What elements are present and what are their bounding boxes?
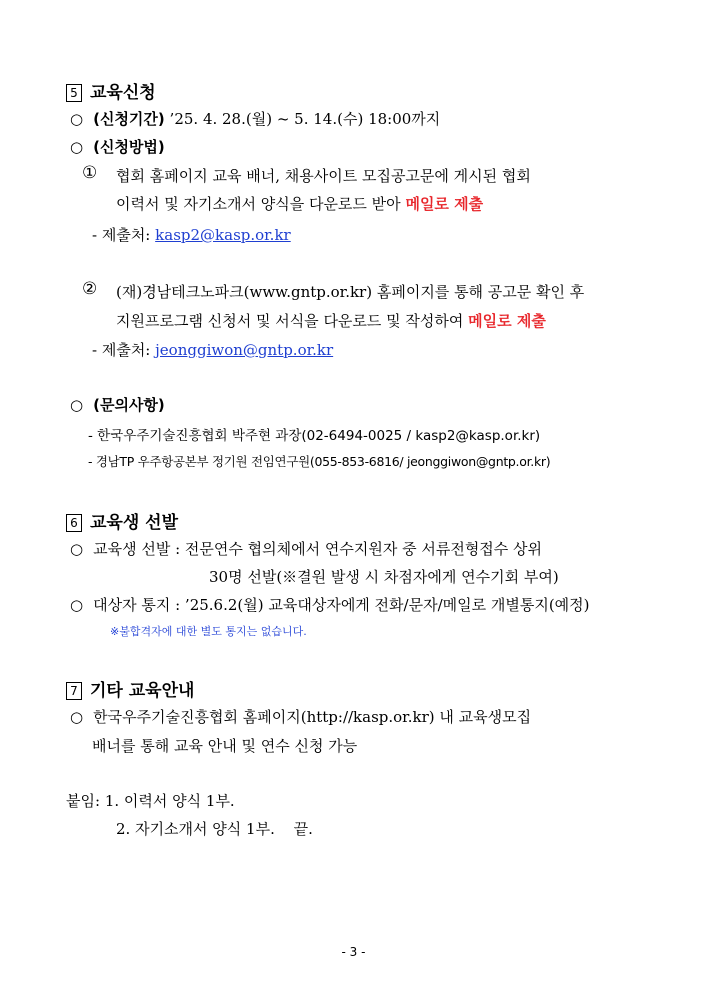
kasp-email-link[interactable]: kasp2@kasp.or.kr — [155, 226, 291, 244]
bullet-circle: ○ — [70, 138, 84, 156]
apply-period-label: (신청기간) — [93, 110, 165, 128]
section-7-heading — [66, 676, 194, 701]
selection-line-2: 30명 선발(※결원 발생 시 차점자에게 연수기회 부여) — [209, 568, 559, 586]
other-info-text: 한국우주기술진흥협회 홈페이지(http://kasp.or.kr) 내 교육생모집 — [93, 708, 532, 726]
option-2-number: ② — [82, 279, 98, 299]
bullet-circle: ○ — [70, 540, 84, 558]
section-6-heading — [66, 508, 178, 533]
attachment-label: 붙임: — [66, 792, 101, 810]
option-1-text: 협회 홈페이지 교육 배너, 채용사이트 모집공고문에 게시된 협회 — [116, 167, 531, 185]
gntp-email-link[interactable]: jeonggiwon@gntp.or.kr — [155, 341, 334, 359]
inquiry-line — [70, 394, 165, 415]
inquiry-contact-1: - 한국우주기술진흥협회 박주현 과장(02-6494-0025 / kasp2@kasp.or.kr) — [88, 428, 541, 444]
end-mark: 끝. — [293, 820, 313, 838]
attachment-item-2: 2. 자기소개서 양식 1부. — [116, 820, 275, 838]
bullet-circle: ○ — [70, 596, 84, 614]
notification-label: 대상자 통지 : — [93, 596, 181, 614]
option-1-line-1 — [116, 165, 642, 186]
selection-label: 교육생 선발 : — [93, 540, 181, 558]
page-number: - 3 - — [341, 945, 366, 959]
bullet-circle: ○ — [70, 110, 84, 128]
rejection-note: ※불합격자에 대한 별도 통지는 없습니다. — [110, 625, 307, 638]
apply-period-text: ’25. 4. 28.(월) ~ 5. 14.(수) 18:00까지 — [169, 110, 441, 128]
option-1-submit — [92, 224, 291, 245]
option-1-number: ① — [82, 163, 98, 183]
notification-text: ’25.6.2(월) 교육대상자에게 전화/문자/메일로 개별통지(예정) — [184, 596, 590, 614]
notification-line — [70, 594, 590, 615]
option-2-line-1 — [116, 281, 584, 302]
selection-line-1 — [70, 538, 542, 559]
option-2-text: (재)경남테크노파크(www.gntp.or.kr) 홈페이지를 통해 공고문 확인 후 — [116, 283, 585, 301]
inquiry-label: (문의사항) — [93, 396, 165, 414]
section-number-box: 5 — [66, 84, 82, 102]
attachment-line-1 — [66, 790, 235, 811]
option-2-line-2 — [116, 310, 546, 331]
section-title: 교육생 선발 — [90, 513, 179, 533]
attachment-line-2 — [116, 818, 313, 839]
option-1-text-2: 이력서 및 자기소개서 양식을 다운로드 받아 — [116, 195, 401, 213]
submit-label: - 제출처: — [92, 341, 151, 359]
option-2-text-2: 지원프로그램 신청서 및 서식을 다운로드 및 작성하여 — [116, 312, 464, 330]
bullet-circle: ○ — [70, 708, 84, 726]
inquiry-contact-2: - 경남TP 우주항공본부 정기원 전임연구원(055-853-6816/ jeonggiwon@gntp.or.kr) — [88, 454, 551, 469]
apply-method-label: (신청방법) — [93, 138, 165, 156]
section-number-box: 6 — [66, 514, 82, 532]
submit-by-email-highlight: 메일로 제출 — [405, 195, 484, 213]
submit-label: - 제출처: — [92, 226, 151, 244]
section-5-heading — [66, 78, 156, 103]
other-info-line-1 — [70, 706, 531, 727]
option-1-line-2 — [116, 193, 483, 214]
submit-by-email-highlight: 메일로 제출 — [468, 312, 546, 330]
option-2-submit — [92, 339, 333, 360]
selection-text: 전문연수 협의체에서 연수지원자 중 서류전형접수 상위 — [184, 540, 543, 558]
other-info-line-2: 배너를 통해 교육 안내 및 연수 신청 가능 — [92, 737, 358, 755]
section-title: 교육신청 — [90, 83, 156, 103]
bullet-circle: ○ — [70, 396, 84, 414]
apply-method-line — [70, 136, 165, 157]
section-title: 기타 교육안내 — [90, 681, 195, 701]
attachment-item-1: 1. 이력서 양식 1부. — [104, 792, 235, 810]
apply-period-line — [70, 108, 440, 129]
section-number-box: 7 — [66, 682, 82, 700]
